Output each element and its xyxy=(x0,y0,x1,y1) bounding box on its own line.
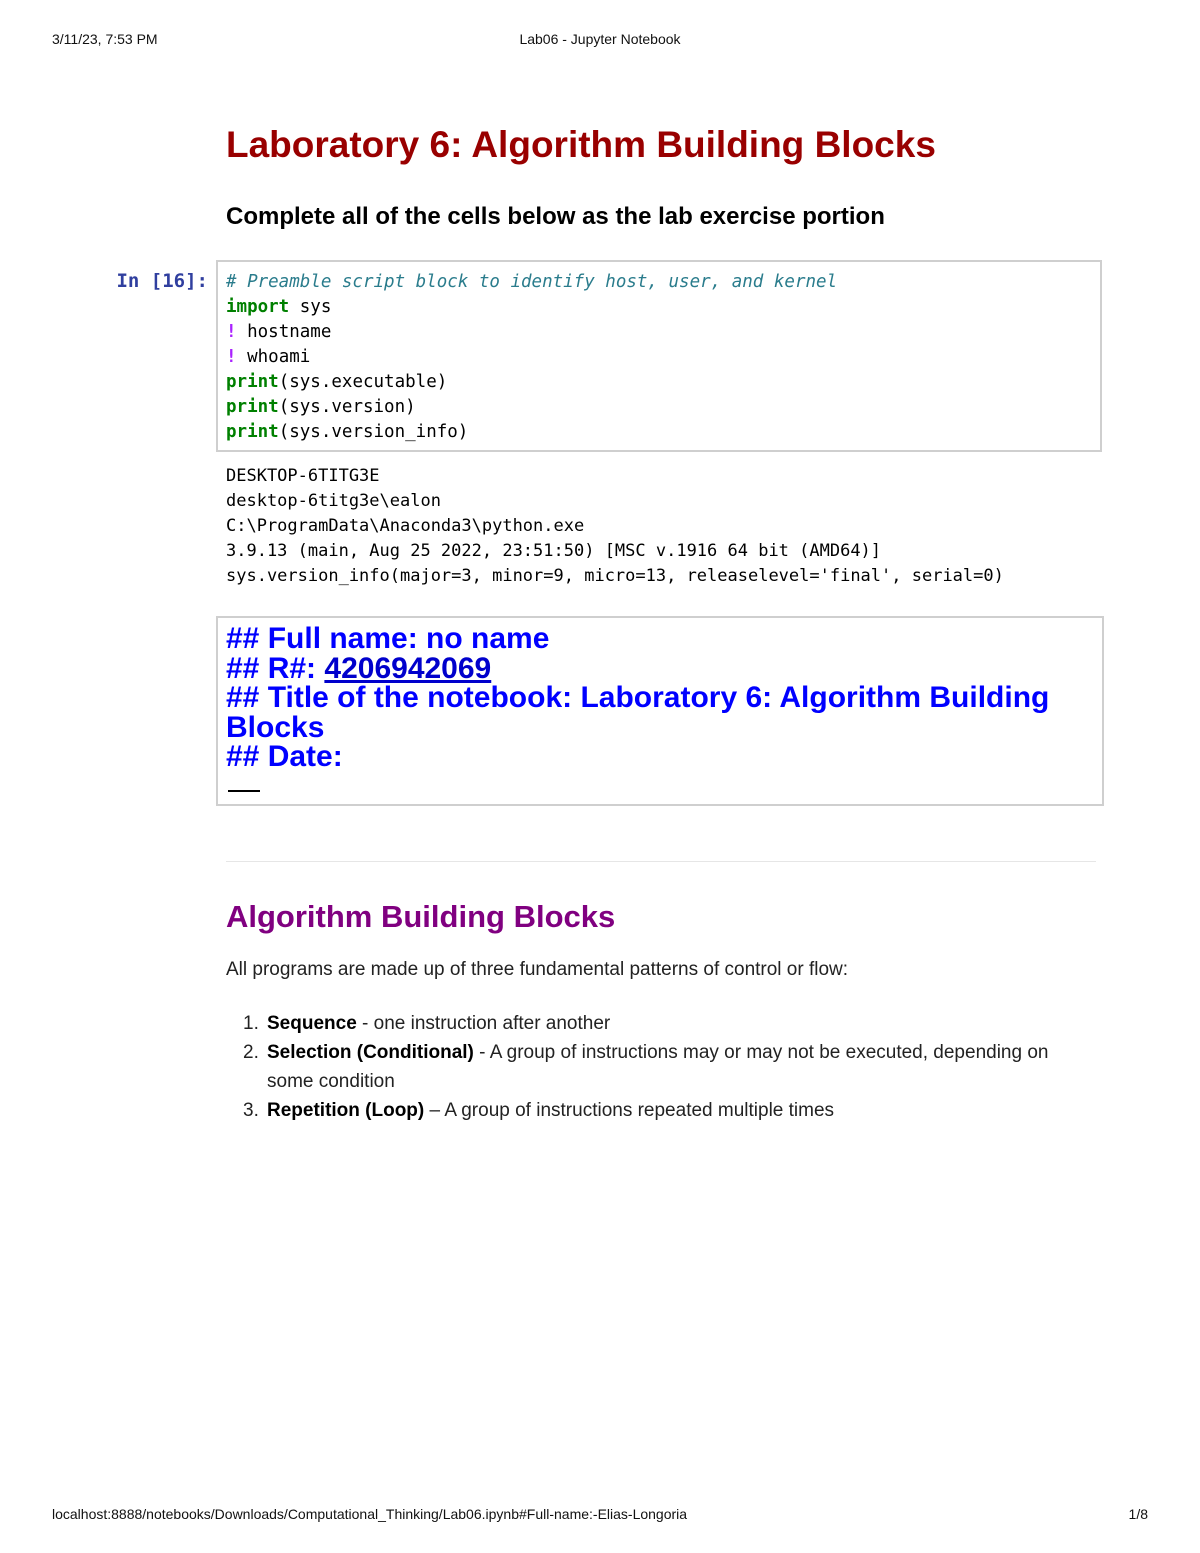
code-text: (sys.version_info) xyxy=(278,422,469,442)
section-intro: All programs are made up of three fundamental patterns of control or flow: xyxy=(226,959,849,980)
code-keyword-print: print xyxy=(226,372,279,392)
code-keyword-print: print xyxy=(226,422,279,442)
list-item xyxy=(226,1038,1096,1096)
list-number: 3. xyxy=(243,1100,259,1121)
section-divider xyxy=(226,861,1096,862)
code-text: whoami xyxy=(236,347,311,367)
list-item xyxy=(226,1009,1096,1038)
rnum-label: ## R#: xyxy=(226,651,325,685)
print-header xyxy=(52,31,1148,49)
code-text: (sys.version) xyxy=(278,397,416,417)
cell-prompt: In [16]: xyxy=(116,270,208,292)
code-cell[interactable] xyxy=(216,260,1102,452)
list-term: Sequence xyxy=(267,1013,357,1034)
notebook-subtitle: Complete all of the cells below as the lab exercise portion xyxy=(226,203,885,230)
list-term: Selection (Conditional) xyxy=(267,1042,474,1063)
markdown-content xyxy=(226,624,1086,772)
print-datetime: 3/11/23, 7:53 PM xyxy=(52,31,158,47)
print-page-title: Lab06 - Jupyter Notebook xyxy=(519,31,681,47)
control-patterns-list xyxy=(226,1009,1096,1125)
list-item xyxy=(226,1096,1096,1125)
full-name-line: ## Full name: no name xyxy=(226,622,550,655)
list-desc: - A group of instructions may or may not be executed, depending on some condition xyxy=(267,1042,1049,1092)
code-text: (sys.executable) xyxy=(278,372,448,392)
code-shell-bang: ! xyxy=(226,347,237,367)
list-term: Repetition (Loop) xyxy=(267,1100,425,1121)
list-desc: - one instruction after another xyxy=(356,1013,611,1034)
code-text: hostname xyxy=(236,322,332,342)
rnum-line xyxy=(226,651,1086,685)
print-footer xyxy=(52,1506,1148,1524)
date-line: ## Date: xyxy=(226,740,343,773)
list-desc: – A group of instructions repeated multiple times xyxy=(424,1100,835,1121)
output-line: desktop-6titg3e\ealon xyxy=(226,491,441,511)
output-line: 3.9.13 (main, Aug 25 2022, 23:51:50) [MSC v.1916 64 bit (AMD64)] xyxy=(226,541,882,561)
code-text: sys xyxy=(289,297,332,317)
code-shell-bang: ! xyxy=(226,322,237,342)
notebook-title: Laboratory 6: Algorithm Building Blocks xyxy=(226,124,936,165)
code-keyword-print: print xyxy=(226,397,279,417)
print-url: localhost:8888/notebooks/Downloads/Computational_Thinking/Lab06.ipynb#Full-name:-Elias-Longoria xyxy=(52,1506,688,1522)
list-number: 1. xyxy=(243,1013,259,1034)
code-comment: # Preamble script block to identify host, user, and kernel xyxy=(226,272,838,292)
horizontal-rule xyxy=(228,790,260,792)
cell-output xyxy=(226,464,1004,589)
code-editor[interactable] xyxy=(226,270,837,445)
rnum-link[interactable]: 4206942069 xyxy=(324,651,492,685)
output-line: sys.version_info(major=3, minor=9, micro=13, releaselevel='final', serial=0) xyxy=(226,566,1004,586)
output-line: C:\ProgramData\Anaconda3\python.exe xyxy=(226,516,585,536)
markdown-cell[interactable] xyxy=(216,616,1104,806)
output-line: DESKTOP-6TITG3E xyxy=(226,466,380,486)
code-keyword-import: import xyxy=(226,297,290,317)
notebook-title-line: ## Title of the notebook: Laboratory 6: Algorithm Building Blocks xyxy=(226,681,1050,744)
list-number: 2. xyxy=(243,1042,259,1063)
print-page-number: 1/8 xyxy=(1128,1506,1148,1522)
section-heading: Algorithm Building Blocks xyxy=(226,899,616,934)
